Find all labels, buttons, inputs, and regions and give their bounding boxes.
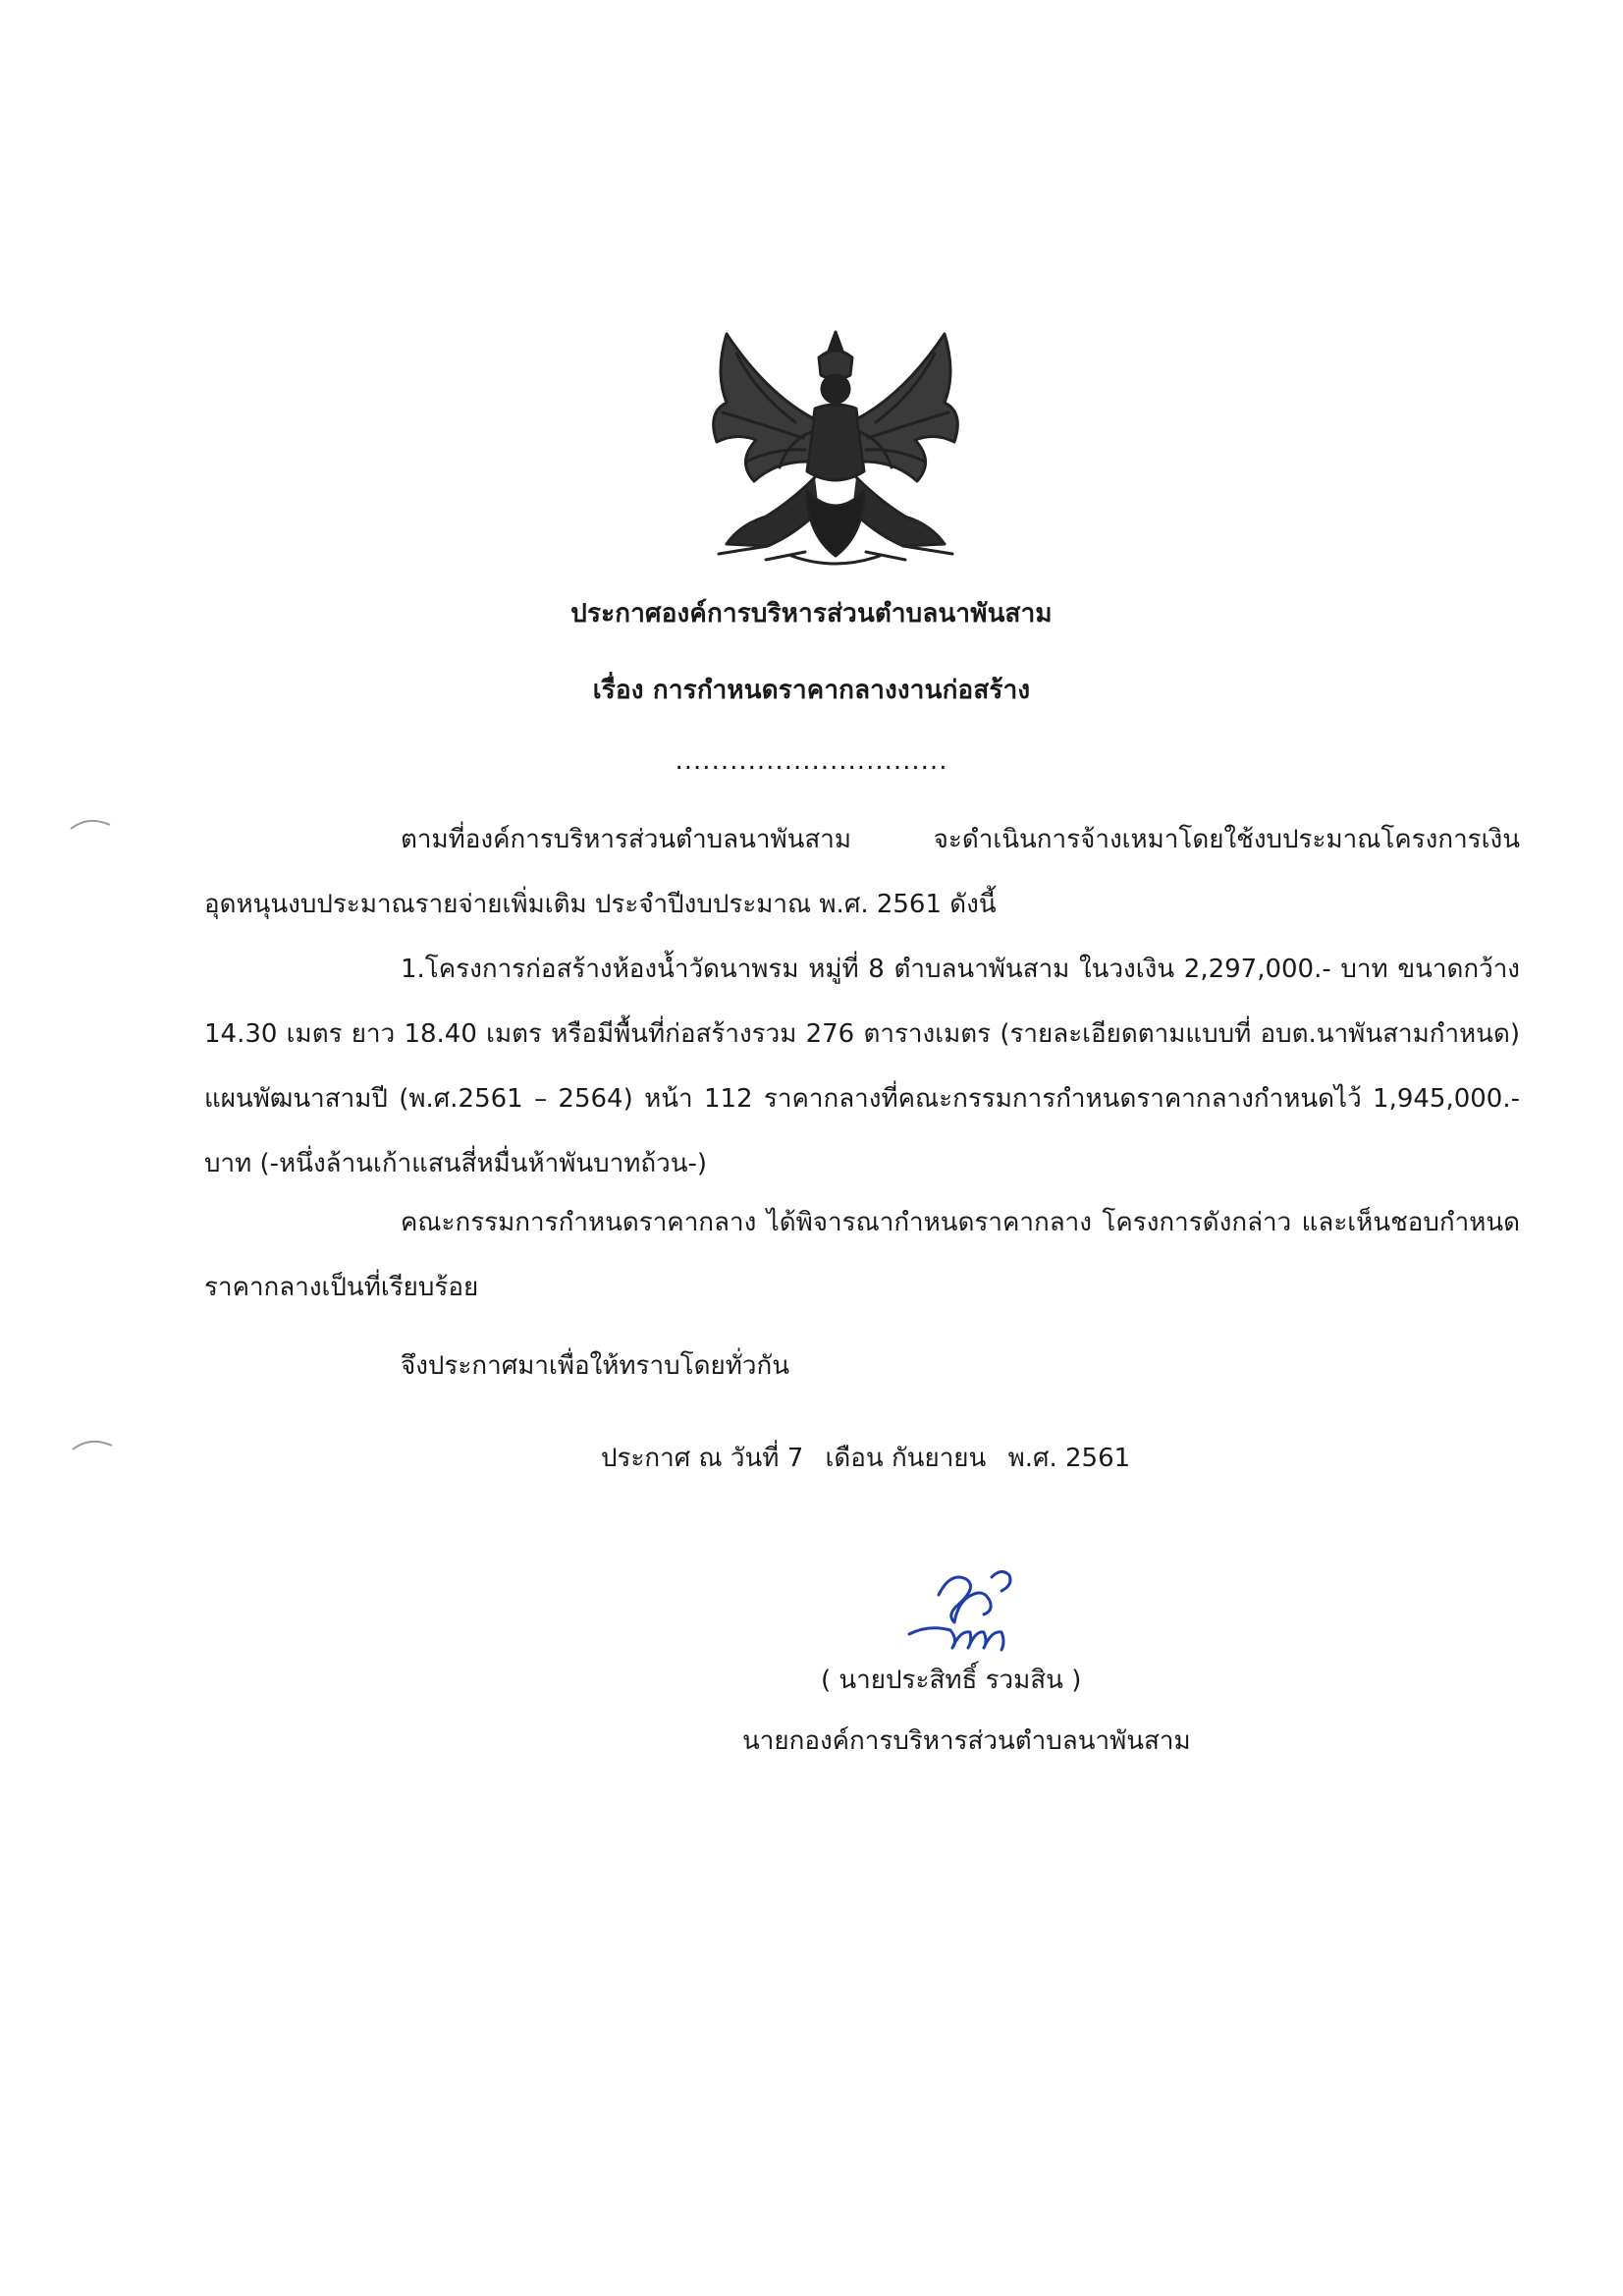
signer-name: ( นายประสิทธิ์ รวมสิน ) (821, 1666, 1082, 1695)
paragraph-committee-text: คณะกรรมการกำหนดราคากลาง ได้พิจารณากำหนดราคากลาง โครงการดังกล่าว และเห็นชอบกำหนดราคากลางเป็นที่เรียบร้อย (204, 1208, 1520, 1302)
closing-statement: จึงประกาศมาเพื่อให้ทราบโดยทั่วกัน (401, 1351, 789, 1381)
paragraph-intro (204, 807, 1520, 937)
document-title: ประกาศองค์การบริหารส่วนตำบลนาพันสาม (570, 599, 1053, 629)
signer-title: นายกองค์การบริหารส่วนตำบลนาพันสาม (742, 1726, 1191, 1756)
announce-day: ประกาศ ณ วันที่ 7 (601, 1444, 804, 1473)
punch-hole-mark (69, 813, 112, 833)
document-subject: เรื่อง การกำหนดราคากลางงานก่อสร้าง (592, 676, 1031, 705)
title-separator: .............................. (675, 746, 948, 776)
punch-hole-mark (71, 1434, 114, 1453)
announce-month: เดือน กันยายน (825, 1444, 987, 1473)
announce-date (601, 1438, 1144, 1478)
paragraph-committee (204, 1190, 1520, 1320)
announce-year: พ.ศ. 2561 (1007, 1444, 1131, 1473)
paragraph-project (204, 937, 1520, 1196)
signature-mark (899, 1565, 1029, 1656)
paragraph-intro-text: ตามที่องค์การบริหารส่วนตำบลนาพันสาม จะดำเนินการจ้างเหมาโดยใช้งบประมาณโครงการเงินอุดหนุนงบประมาณรายจ่ายเพิ่มเติม ประจำปีงบประมาณ พ.ศ. 2561 ดังนี้ (204, 825, 1520, 919)
paragraph-project-text: 1.โครงการก่อสร้างห้องน้ำวัดนาพรม หมู่ที่ 8 ตำบลนาพันสาม ในวงเงิน 2,297,000.- บาท ขนาดกว้าง 14.30 เมตร ยาว 18.40 เมตร หรือมีพื้นที่ก่อสร้างรวม 276 ตารางเมตร (รายละเอียดตามแบบที่ อบต.นาพันสามกำหนด) แผนพัฒนาสามปี (พ.ศ.2561 – 2564) หน้า 112 ราคากลางที่คณะกรรมการกำหนดราคากลางกำหนดไว้ 1,945,000.- บาท (-หนึ่งล้านเก้าแสนสี่หมื่นห้าพันบาทถ้วน-) (204, 955, 1520, 1178)
garuda-emblem-icon (697, 324, 974, 579)
